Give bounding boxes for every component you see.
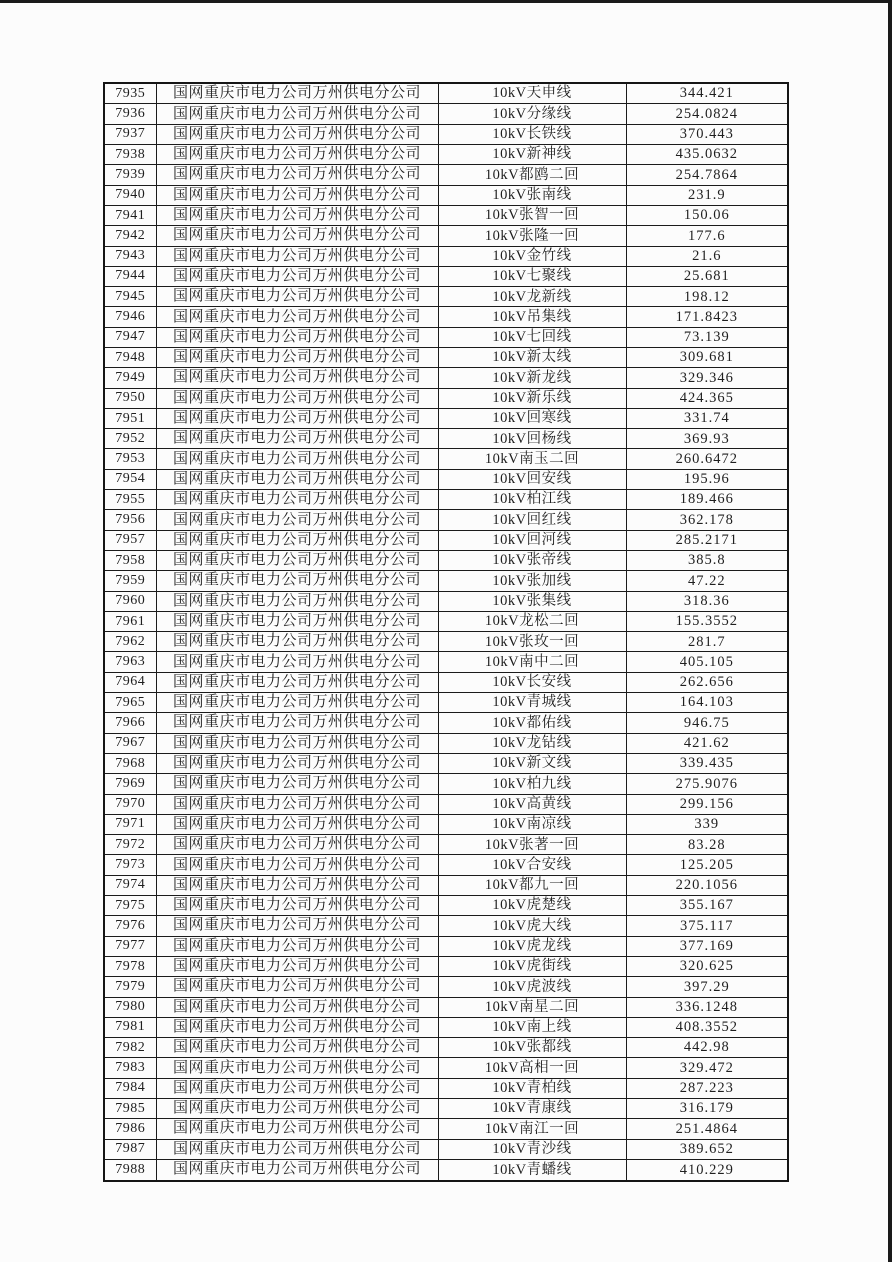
row-number-cell: 7961 (104, 611, 156, 631)
value-cell: 285.2171 (626, 530, 788, 550)
table-row (104, 408, 788, 428)
value-cell: 389.652 (626, 1139, 788, 1159)
line-name-cell: 10kV都佑线 (438, 713, 626, 733)
table-row (104, 246, 788, 266)
row-number-cell: 7941 (104, 205, 156, 225)
row-number-cell: 7984 (104, 1078, 156, 1098)
company-cell: 国网重庆市电力公司万州供电分公司 (156, 713, 438, 733)
table-row (104, 226, 788, 246)
value-cell: 260.6472 (626, 449, 788, 469)
company-cell: 国网重庆市电力公司万州供电分公司 (156, 753, 438, 773)
line-name-cell: 10kV张加线 (438, 571, 626, 591)
table-row (104, 611, 788, 631)
line-name-cell: 10kV张著一回 (438, 835, 626, 855)
table-row (104, 388, 788, 408)
table-row (104, 307, 788, 327)
value-cell: 177.6 (626, 226, 788, 246)
row-number-cell: 7957 (104, 530, 156, 550)
line-name-cell: 10kV回安线 (438, 469, 626, 489)
line-name-cell: 10kV张都线 (438, 1038, 626, 1058)
table-row (104, 794, 788, 814)
row-number-cell: 7971 (104, 814, 156, 834)
line-name-cell: 10kV青康线 (438, 1098, 626, 1118)
value-cell: 25.681 (626, 266, 788, 286)
line-name-cell: 10kV虎波线 (438, 977, 626, 997)
line-name-cell: 10kV龙新线 (438, 287, 626, 307)
table-row (104, 550, 788, 570)
table-row (104, 896, 788, 916)
table-row (104, 1119, 788, 1139)
row-number-cell: 7973 (104, 855, 156, 875)
line-name-cell: 10kV青沙线 (438, 1139, 626, 1159)
value-cell: 405.105 (626, 652, 788, 672)
line-name-cell: 10kV新乐线 (438, 388, 626, 408)
value-cell: 421.62 (626, 733, 788, 753)
row-number-cell: 7958 (104, 550, 156, 570)
row-number-cell: 7951 (104, 408, 156, 428)
row-number-cell: 7976 (104, 916, 156, 936)
value-cell: 362.178 (626, 510, 788, 530)
line-name-cell: 10kV合安线 (438, 855, 626, 875)
table-row (104, 368, 788, 388)
row-number-cell: 7966 (104, 713, 156, 733)
company-cell: 国网重庆市电力公司万州供电分公司 (156, 307, 438, 327)
line-name-cell: 10kV长铁线 (438, 124, 626, 144)
table-row (104, 185, 788, 205)
value-cell: 83.28 (626, 835, 788, 855)
line-name-cell: 10kV张南线 (438, 185, 626, 205)
line-name-cell: 10kV南凉线 (438, 814, 626, 834)
company-cell: 国网重庆市电力公司万州供电分公司 (156, 348, 438, 368)
table-row (104, 83, 788, 104)
row-number-cell: 7953 (104, 449, 156, 469)
table-row (104, 571, 788, 591)
company-cell: 国网重庆市电力公司万州供电分公司 (156, 1159, 438, 1181)
line-name-cell: 10kV青蟠线 (438, 1159, 626, 1181)
company-cell: 国网重庆市电力公司万州供电分公司 (156, 429, 438, 449)
table-row (104, 1058, 788, 1078)
row-number-cell: 7987 (104, 1139, 156, 1159)
table-row (104, 348, 788, 368)
line-name-cell: 10kV回寒线 (438, 408, 626, 428)
value-cell: 125.205 (626, 855, 788, 875)
value-cell: 231.9 (626, 185, 788, 205)
value-cell: 150.06 (626, 205, 788, 225)
row-number-cell: 7978 (104, 956, 156, 976)
value-cell: 408.3552 (626, 1017, 788, 1037)
table-body (104, 83, 788, 1181)
row-number-cell: 7974 (104, 875, 156, 895)
value-cell: 397.29 (626, 977, 788, 997)
company-cell: 国网重庆市电力公司万州供电分公司 (156, 246, 438, 266)
table-row (104, 916, 788, 936)
row-number-cell: 7952 (104, 429, 156, 449)
row-number-cell: 7988 (104, 1159, 156, 1181)
line-name-cell: 10kV张隆一回 (438, 226, 626, 246)
table-row (104, 591, 788, 611)
table-row (104, 205, 788, 225)
table-row (104, 997, 788, 1017)
line-name-cell: 10kV南江一回 (438, 1119, 626, 1139)
company-cell: 国网重庆市电力公司万州供电分公司 (156, 449, 438, 469)
row-number-cell: 7940 (104, 185, 156, 205)
value-cell: 195.96 (626, 469, 788, 489)
company-cell: 国网重庆市电力公司万州供电分公司 (156, 226, 438, 246)
value-cell: 442.98 (626, 1038, 788, 1058)
row-number-cell: 7972 (104, 835, 156, 855)
table-row (104, 1038, 788, 1058)
company-cell: 国网重庆市电力公司万州供电分公司 (156, 104, 438, 124)
row-number-cell: 7960 (104, 591, 156, 611)
company-cell: 国网重庆市电力公司万州供电分公司 (156, 835, 438, 855)
value-cell: 435.0632 (626, 145, 788, 165)
value-cell: 73.139 (626, 327, 788, 347)
row-number-cell: 7944 (104, 266, 156, 286)
table-row (104, 632, 788, 652)
table-row (104, 510, 788, 530)
row-number-cell: 7954 (104, 469, 156, 489)
value-cell: 410.229 (626, 1159, 788, 1181)
row-number-cell: 7983 (104, 1058, 156, 1078)
table-row (104, 1017, 788, 1037)
line-name-cell: 10kV高相一回 (438, 1058, 626, 1078)
company-cell: 国网重庆市电力公司万州供电分公司 (156, 266, 438, 286)
company-cell: 国网重庆市电力公司万州供电分公司 (156, 1078, 438, 1098)
value-cell: 262.656 (626, 672, 788, 692)
row-number-cell: 7964 (104, 672, 156, 692)
company-cell: 国网重庆市电力公司万州供电分公司 (156, 185, 438, 205)
line-name-cell: 10kV回河线 (438, 530, 626, 550)
table-row (104, 733, 788, 753)
table-row (104, 469, 788, 489)
company-cell: 国网重庆市电力公司万州供电分公司 (156, 997, 438, 1017)
table-row (104, 327, 788, 347)
table-row (104, 1139, 788, 1159)
company-cell: 国网重庆市电力公司万州供电分公司 (156, 977, 438, 997)
table-row (104, 814, 788, 834)
table-row (104, 774, 788, 794)
row-number-cell: 7945 (104, 287, 156, 307)
company-cell: 国网重庆市电力公司万州供电分公司 (156, 124, 438, 144)
row-number-cell: 7970 (104, 794, 156, 814)
row-number-cell: 7949 (104, 368, 156, 388)
table-row (104, 1078, 788, 1098)
row-number-cell: 7956 (104, 510, 156, 530)
company-cell: 国网重庆市电力公司万州供电分公司 (156, 1038, 438, 1058)
line-name-cell: 10kV南玉二回 (438, 449, 626, 469)
company-cell: 国网重庆市电力公司万州供电分公司 (156, 652, 438, 672)
value-cell: 339.435 (626, 753, 788, 773)
line-name-cell: 10kV回红线 (438, 510, 626, 530)
company-cell: 国网重庆市电力公司万州供电分公司 (156, 814, 438, 834)
line-name-cell: 10kV七聚线 (438, 266, 626, 286)
table-row (104, 266, 788, 286)
value-cell: 320.625 (626, 956, 788, 976)
company-cell: 国网重庆市电力公司万州供电分公司 (156, 1098, 438, 1118)
value-cell: 946.75 (626, 713, 788, 733)
company-cell: 国网重庆市电力公司万州供电分公司 (156, 794, 438, 814)
row-number-cell: 7979 (104, 977, 156, 997)
value-cell: 281.7 (626, 632, 788, 652)
row-number-cell: 7948 (104, 348, 156, 368)
row-number-cell: 7937 (104, 124, 156, 144)
company-cell: 国网重庆市电力公司万州供电分公司 (156, 672, 438, 692)
value-cell: 385.8 (626, 550, 788, 570)
value-cell: 336.1248 (626, 997, 788, 1017)
row-number-cell: 7943 (104, 246, 156, 266)
scan-top-edge-line (0, 0, 892, 3)
line-name-cell: 10kV吊集线 (438, 307, 626, 327)
row-number-cell: 7986 (104, 1119, 156, 1139)
table-row (104, 977, 788, 997)
line-name-cell: 10kV分缘线 (438, 104, 626, 124)
company-cell: 国网重庆市电力公司万州供电分公司 (156, 936, 438, 956)
row-number-cell: 7936 (104, 104, 156, 124)
company-cell: 国网重庆市电力公司万州供电分公司 (156, 550, 438, 570)
row-number-cell: 7959 (104, 571, 156, 591)
line-name-cell: 10kV虎大线 (438, 916, 626, 936)
company-cell: 国网重庆市电力公司万州供电分公司 (156, 530, 438, 550)
line-name-cell: 10kV虎龙线 (438, 936, 626, 956)
value-cell: 370.443 (626, 124, 788, 144)
line-name-cell: 10kV新神线 (438, 145, 626, 165)
row-number-cell: 7962 (104, 632, 156, 652)
row-number-cell: 7982 (104, 1038, 156, 1058)
line-name-cell: 10kV青城线 (438, 693, 626, 713)
value-cell: 309.681 (626, 348, 788, 368)
line-name-cell: 10kV虎楚线 (438, 896, 626, 916)
value-cell: 254.7864 (626, 165, 788, 185)
company-cell: 国网重庆市电力公司万州供电分公司 (156, 83, 438, 104)
company-cell: 国网重庆市电力公司万州供电分公司 (156, 632, 438, 652)
company-cell: 国网重庆市电力公司万州供电分公司 (156, 165, 438, 185)
line-name-cell: 10kV都九一回 (438, 875, 626, 895)
value-cell: 331.74 (626, 408, 788, 428)
row-number-cell: 7939 (104, 165, 156, 185)
line-name-cell: 10kV长安线 (438, 672, 626, 692)
value-cell: 251.4864 (626, 1119, 788, 1139)
row-number-cell: 7935 (104, 83, 156, 104)
company-cell: 国网重庆市电力公司万州供电分公司 (156, 490, 438, 510)
line-name-cell: 10kV张玫一回 (438, 632, 626, 652)
value-cell: 329.346 (626, 368, 788, 388)
company-cell: 国网重庆市电力公司万州供电分公司 (156, 388, 438, 408)
value-cell: 424.365 (626, 388, 788, 408)
row-number-cell: 7968 (104, 753, 156, 773)
value-cell: 316.179 (626, 1098, 788, 1118)
value-cell: 339 (626, 814, 788, 834)
line-name-cell: 10kV天申线 (438, 83, 626, 104)
table-row (104, 145, 788, 165)
value-cell: 47.22 (626, 571, 788, 591)
line-name-cell: 10kV高黄线 (438, 794, 626, 814)
row-number-cell: 7938 (104, 145, 156, 165)
table-row (104, 956, 788, 976)
table-row (104, 652, 788, 672)
line-name-cell: 10kV南星二回 (438, 997, 626, 1017)
value-cell: 254.0824 (626, 104, 788, 124)
table-row (104, 875, 788, 895)
line-name-cell: 10kV张集线 (438, 591, 626, 611)
company-cell: 国网重庆市电力公司万州供电分公司 (156, 287, 438, 307)
company-cell: 国网重庆市电力公司万州供电分公司 (156, 956, 438, 976)
row-number-cell: 7981 (104, 1017, 156, 1037)
line-name-cell: 10kV七回线 (438, 327, 626, 347)
line-name-cell: 10kV柏江线 (438, 490, 626, 510)
table-row (104, 672, 788, 692)
value-cell: 329.472 (626, 1058, 788, 1078)
company-cell: 国网重庆市电力公司万州供电分公司 (156, 469, 438, 489)
value-cell: 155.3552 (626, 611, 788, 631)
row-number-cell: 7980 (104, 997, 156, 1017)
company-cell: 国网重庆市电力公司万州供电分公司 (156, 875, 438, 895)
value-cell: 375.117 (626, 916, 788, 936)
row-number-cell: 7977 (104, 936, 156, 956)
company-cell: 国网重庆市电力公司万州供电分公司 (156, 693, 438, 713)
row-number-cell: 7985 (104, 1098, 156, 1118)
value-cell: 275.9076 (626, 774, 788, 794)
company-cell: 国网重庆市电力公司万州供电分公司 (156, 1017, 438, 1037)
company-cell: 国网重庆市电力公司万州供电分公司 (156, 510, 438, 530)
line-name-cell: 10kV龙钻线 (438, 733, 626, 753)
value-cell: 377.169 (626, 936, 788, 956)
line-name-cell: 10kV张智一回 (438, 205, 626, 225)
company-cell: 国网重庆市电力公司万州供电分公司 (156, 1058, 438, 1078)
company-cell: 国网重庆市电力公司万州供电分公司 (156, 611, 438, 631)
scan-right-edge-line (888, 0, 892, 1262)
row-number-cell: 7942 (104, 226, 156, 246)
line-name-cell: 10kV青柏线 (438, 1078, 626, 1098)
power-line-table (103, 82, 789, 1182)
company-cell: 国网重庆市电力公司万州供电分公司 (156, 733, 438, 753)
line-name-cell: 10kV虎街线 (438, 956, 626, 976)
line-name-cell: 10kV金竹线 (438, 246, 626, 266)
company-cell: 国网重庆市电力公司万州供电分公司 (156, 327, 438, 347)
row-number-cell: 7963 (104, 652, 156, 672)
value-cell: 318.36 (626, 591, 788, 611)
line-name-cell: 10kV新龙线 (438, 368, 626, 388)
row-number-cell: 7947 (104, 327, 156, 347)
table-row (104, 287, 788, 307)
value-cell: 189.466 (626, 490, 788, 510)
table-row (104, 936, 788, 956)
line-name-cell: 10kV柏九线 (438, 774, 626, 794)
company-cell: 国网重庆市电力公司万州供电分公司 (156, 1119, 438, 1139)
row-number-cell: 7946 (104, 307, 156, 327)
value-cell: 299.156 (626, 794, 788, 814)
company-cell: 国网重庆市电力公司万州供电分公司 (156, 368, 438, 388)
value-cell: 369.93 (626, 429, 788, 449)
table-row (104, 429, 788, 449)
row-number-cell: 7965 (104, 693, 156, 713)
row-number-cell: 7950 (104, 388, 156, 408)
table-row (104, 693, 788, 713)
table-row (104, 713, 788, 733)
table-row (104, 1098, 788, 1118)
line-name-cell: 10kV新太线 (438, 348, 626, 368)
company-cell: 国网重庆市电力公司万州供电分公司 (156, 408, 438, 428)
line-name-cell: 10kV南中二回 (438, 652, 626, 672)
table-row (104, 124, 788, 144)
company-cell: 国网重庆市电力公司万州供电分公司 (156, 591, 438, 611)
table-row (104, 1159, 788, 1181)
row-number-cell: 7955 (104, 490, 156, 510)
value-cell: 355.167 (626, 896, 788, 916)
company-cell: 国网重庆市电力公司万州供电分公司 (156, 145, 438, 165)
company-cell: 国网重庆市电力公司万州供电分公司 (156, 916, 438, 936)
company-cell: 国网重庆市电力公司万州供电分公司 (156, 896, 438, 916)
value-cell: 171.8423 (626, 307, 788, 327)
row-number-cell: 7967 (104, 733, 156, 753)
table-row (104, 855, 788, 875)
line-name-cell: 10kV张帝线 (438, 550, 626, 570)
line-name-cell: 10kV龙松二回 (438, 611, 626, 631)
value-cell: 164.103 (626, 693, 788, 713)
company-cell: 国网重庆市电力公司万州供电分公司 (156, 855, 438, 875)
table-row (104, 530, 788, 550)
row-number-cell: 7975 (104, 896, 156, 916)
table-row (104, 165, 788, 185)
table-row (104, 490, 788, 510)
value-cell: 287.223 (626, 1078, 788, 1098)
value-cell: 344.421 (626, 83, 788, 104)
company-cell: 国网重庆市电力公司万州供电分公司 (156, 1139, 438, 1159)
company-cell: 国网重庆市电力公司万州供电分公司 (156, 774, 438, 794)
line-name-cell: 10kV都鸥二回 (438, 165, 626, 185)
company-cell: 国网重庆市电力公司万州供电分公司 (156, 571, 438, 591)
value-cell: 21.6 (626, 246, 788, 266)
line-name-cell: 10kV南上线 (438, 1017, 626, 1037)
company-cell: 国网重庆市电力公司万州供电分公司 (156, 205, 438, 225)
value-cell: 220.1056 (626, 875, 788, 895)
value-cell: 198.12 (626, 287, 788, 307)
table-row (104, 449, 788, 469)
table-row (104, 104, 788, 124)
line-name-cell: 10kV回杨线 (438, 429, 626, 449)
line-name-cell: 10kV新文线 (438, 753, 626, 773)
table-row (104, 753, 788, 773)
row-number-cell: 7969 (104, 774, 156, 794)
table-row (104, 835, 788, 855)
